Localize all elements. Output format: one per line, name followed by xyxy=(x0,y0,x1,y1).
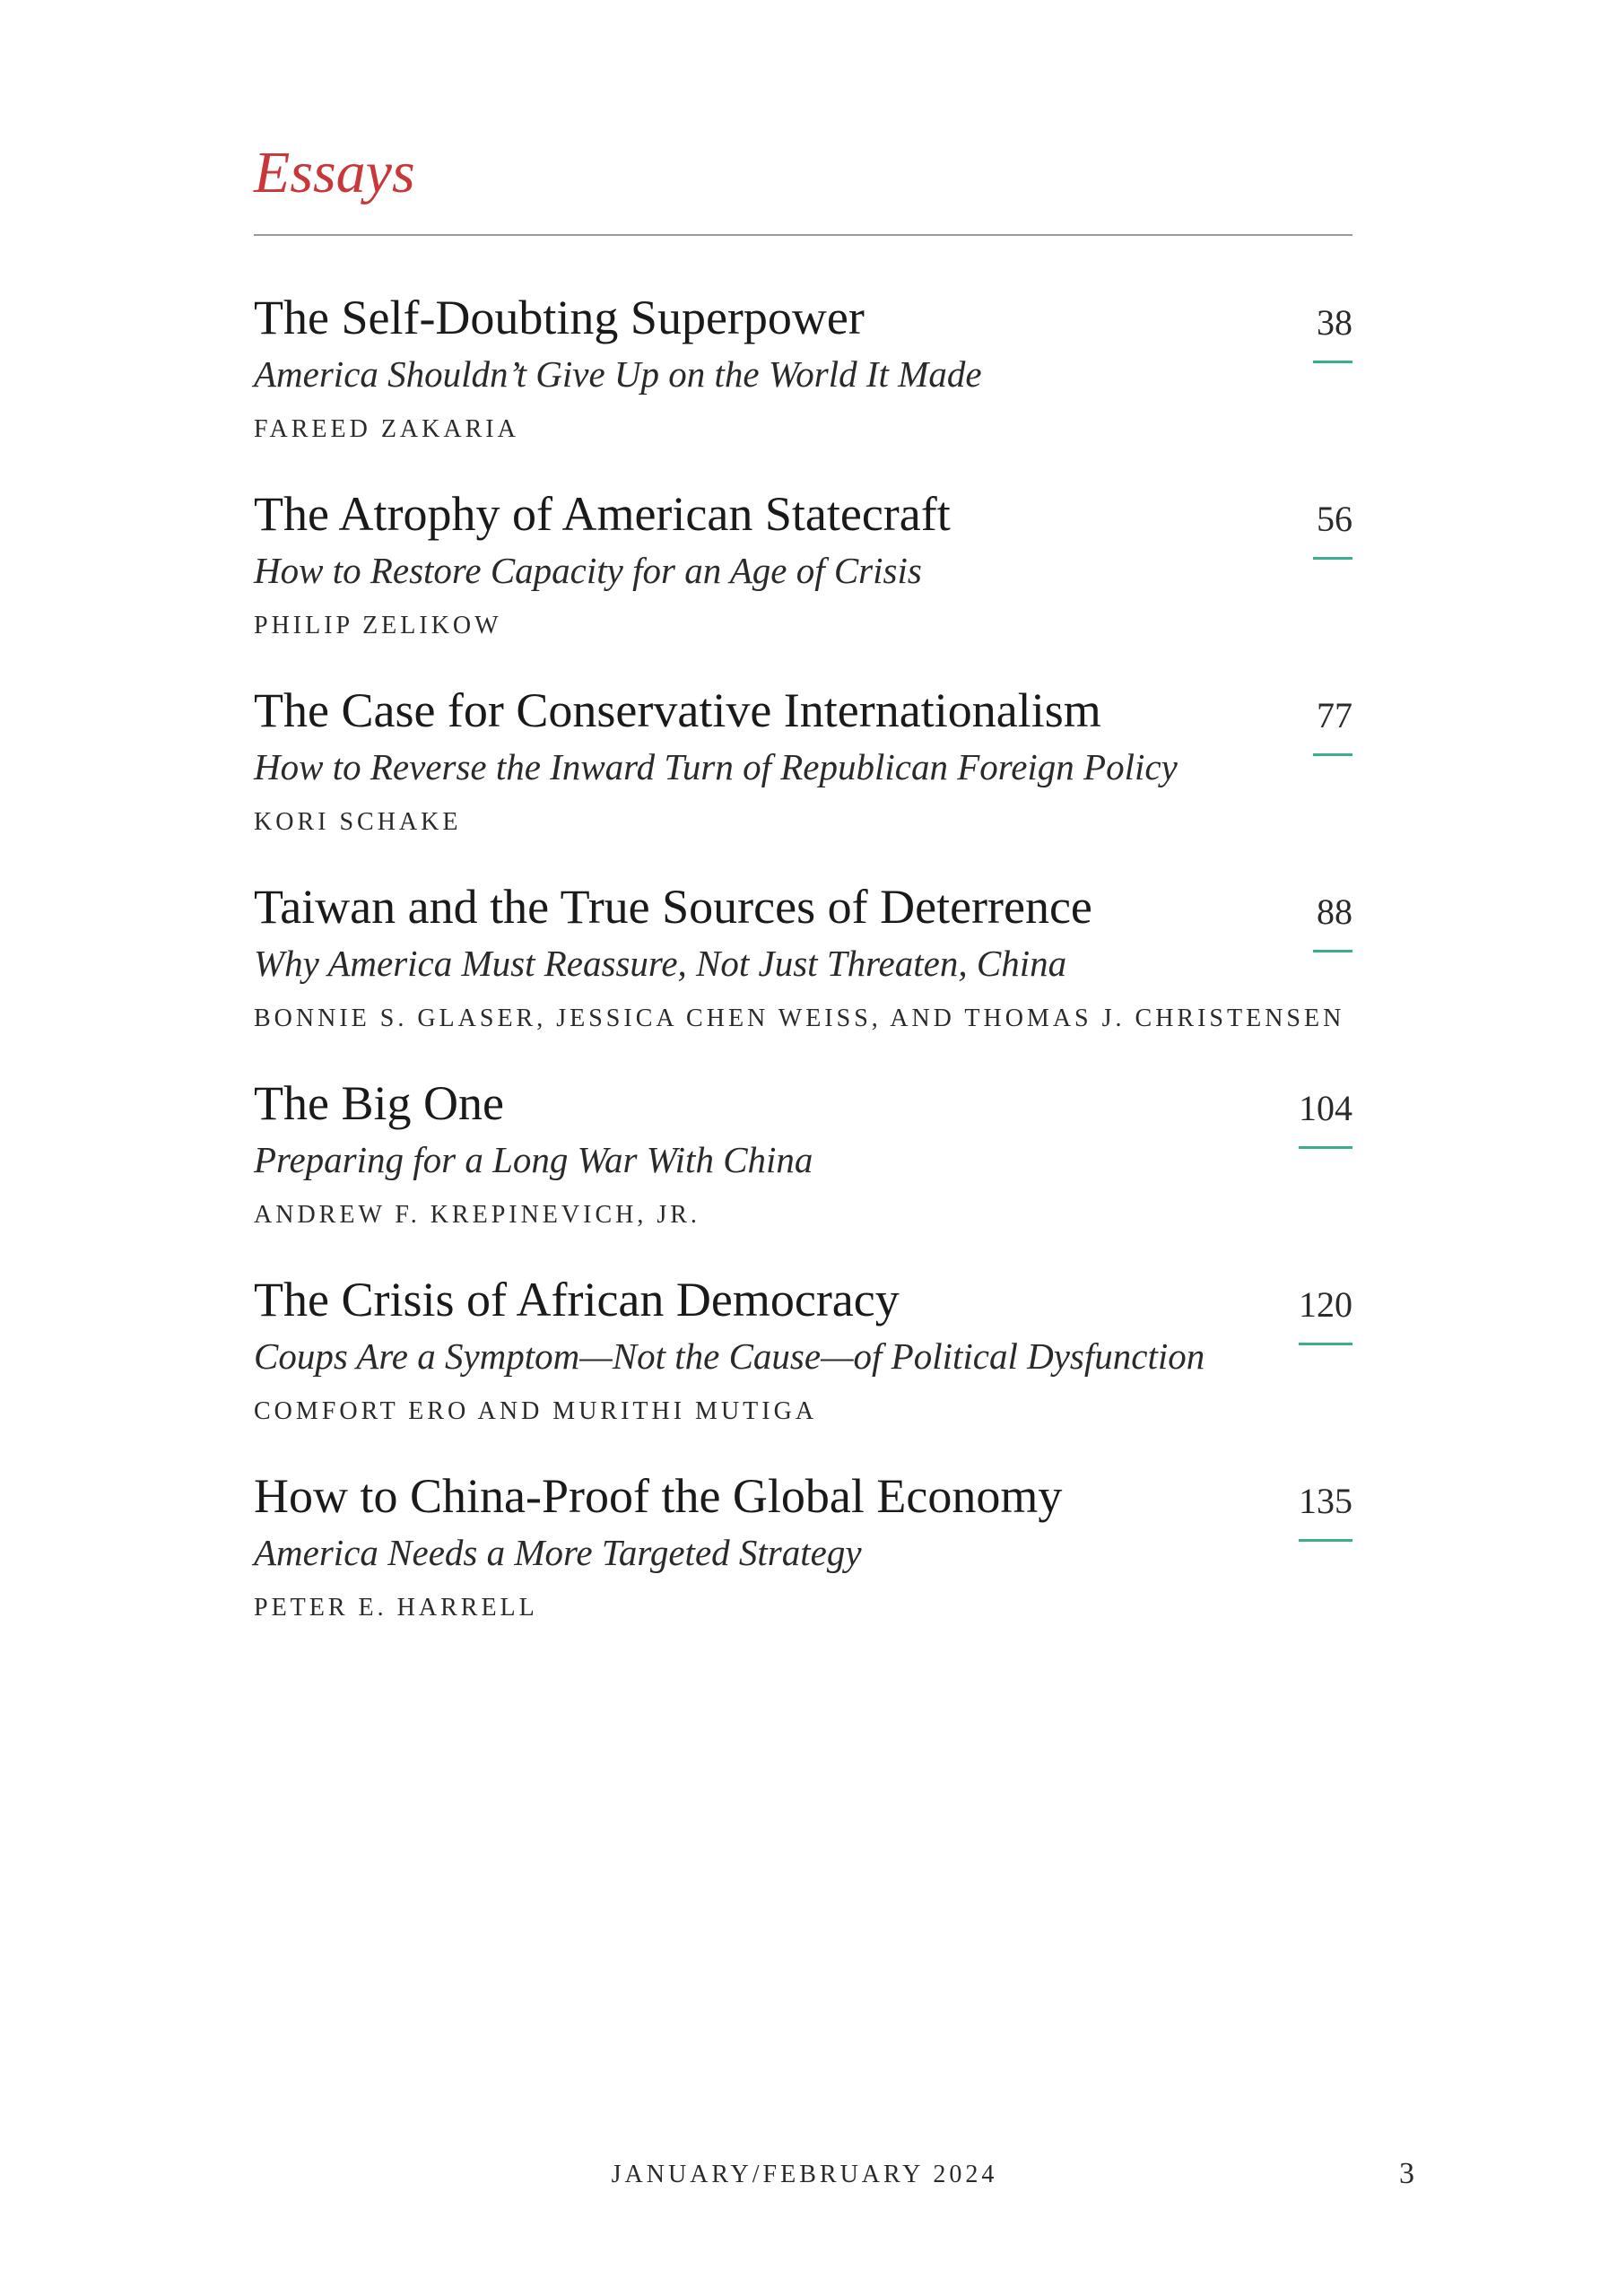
issue-date: JANUARY/FEBRUARY 2024 xyxy=(611,2161,998,2188)
entry-page-number[interactable]: 56 xyxy=(1317,499,1352,539)
entry-page-number[interactable]: 77 xyxy=(1317,695,1352,735)
entry-subtitle: America Needs a More Targeted Strategy xyxy=(254,1532,862,1573)
page-number-underline xyxy=(1299,1343,1352,1345)
table-of-contents xyxy=(254,289,1352,1664)
entry-subtitle: America Shouldn’t Give Up on the World It Made xyxy=(254,353,982,395)
entry-author: PHILIP ZELIKOW xyxy=(254,612,502,639)
entry-author: PETER E. HARRELL xyxy=(254,1594,538,1622)
entry-subtitle: How to Reverse the Inward Turn of Republican Foreign Policy xyxy=(254,746,1178,787)
entry-title[interactable]: The Big One xyxy=(254,1076,504,1130)
page-number-underline xyxy=(1313,753,1352,756)
toc-entry[interactable] xyxy=(254,878,1352,1074)
toc-entry[interactable] xyxy=(254,1467,1352,1664)
page-number-underline xyxy=(1299,1539,1352,1542)
section-divider xyxy=(254,234,1352,236)
entry-subtitle: How to Restore Capacity for an Age of Crisis xyxy=(254,550,922,591)
page-number-underline xyxy=(1313,557,1352,560)
entry-page-number[interactable]: 135 xyxy=(1299,1481,1352,1521)
entry-author: ANDREW F. KREPINEVICH, JR. xyxy=(254,1201,700,1229)
entry-title[interactable]: How to China-Proof the Global Economy xyxy=(254,1469,1063,1523)
entry-page-number[interactable]: 38 xyxy=(1317,302,1352,343)
entry-title[interactable]: The Case for Conservative Internationalism xyxy=(254,683,1101,737)
toc-entry[interactable] xyxy=(254,289,1352,485)
entry-title[interactable]: Taiwan and the True Sources of Deterrence xyxy=(254,880,1092,934)
entry-author: BONNIE S. GLASER, JESSICA CHEN WEISS, AND THOMAS J. CHRISTENSEN xyxy=(254,1004,1345,1032)
toc-entry[interactable] xyxy=(254,1074,1352,1271)
toc-entry[interactable] xyxy=(254,682,1352,878)
section-title: Essays xyxy=(254,140,415,205)
entry-title[interactable]: The Atrophy of American Statecraft xyxy=(254,487,951,541)
toc-entry[interactable] xyxy=(254,1271,1352,1467)
entry-page-number[interactable]: 104 xyxy=(1299,1088,1352,1128)
page-number-underline xyxy=(1299,1146,1352,1149)
entry-author: KORI SCHAKE xyxy=(254,808,462,836)
entry-page-number[interactable]: 120 xyxy=(1299,1284,1352,1325)
entry-author: COMFORT ERO AND MURITHI MUTIGA xyxy=(254,1397,818,1425)
entry-author: FAREED ZAKARIA xyxy=(254,415,519,443)
entry-subtitle: Coups Are a Symptom—Not the Cause—of Political Dysfunction xyxy=(254,1335,1205,1377)
toc-entry[interactable] xyxy=(254,485,1352,682)
entry-title[interactable]: The Self-Doubting Superpower xyxy=(254,291,865,344)
entry-title[interactable]: The Crisis of African Democracy xyxy=(254,1273,900,1326)
entry-subtitle: Why America Must Reassure, Not Just Threaten, China xyxy=(254,943,1067,984)
entry-page-number[interactable]: 88 xyxy=(1317,891,1352,932)
folio-page-number: 3 xyxy=(1399,2157,1414,2190)
page-number-underline xyxy=(1313,361,1352,363)
page-number-underline xyxy=(1313,950,1352,952)
entry-subtitle: Preparing for a Long War With China xyxy=(254,1139,813,1180)
